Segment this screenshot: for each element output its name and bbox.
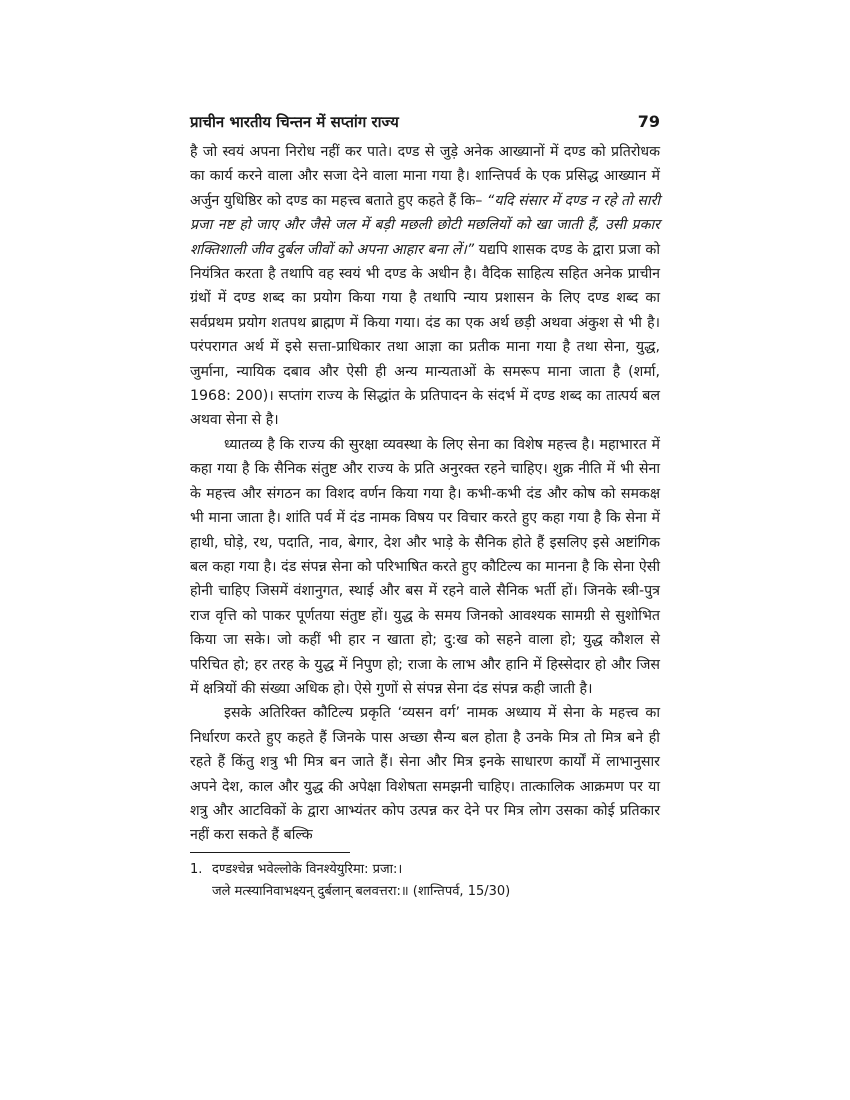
page-number: 79 [637, 112, 660, 131]
footnote-text-1: दण्डश्चेन्न भवेल्लोके विनश्येयुरिमा: प्रजा:। [212, 861, 403, 877]
page-header [190, 112, 660, 132]
paragraph-1-before: है जो स्वयं अपना निरोध नहीं कर पाते। दण्ड से जुड़े अनेक आख्यानों में दण्ड को प्रतिरोधक का कार्य करने वाला और सजा देने वाला माना गया है। शान्तिपर्व के एक प्रसिद्ध आख्यान में अर्जुन युधिष्ठिर को दण्ड का महत्त्व बताते हुए कहते हैं कि– [190, 144, 660, 209]
document-page [190, 112, 660, 903]
footnote-line-2: जले मत्स्यानिवाभक्ष्यन् दुर्बलान् बलवत्तरा:॥ (शान्तिपर्व, 15/30) [212, 883, 511, 899]
arjuna-quote: “यदि संसार में दण्ड न रहे तो सारी प्रजा नष्ट हो जाए और जैसे जल में बड़ी मछली छोटी मछलियों को खा जाती हैं, उसी प्रकार शक्तिशाली जीव दुर्बल जीवों को अपना आहार बना लें।” [190, 192, 661, 258]
footnote-line-1 [190, 859, 660, 881]
running-title: प्राचीन भारतीय चिन्तन में सप्तांग राज्य [190, 113, 399, 131]
paragraph-3: इसके अतिरिक्त कौटिल्य प्रकृति ‘व्यसन वर्ग’ नामक अध्याय में सेना के महत्त्व का निर्धारण करते हुए कहते हैं जिनके पास अच्छा सैन्य बल होता है उनके मित्र तो मित्र बने ही रहते हैं किंतु शत्रु भी मित्र बन जाते हैं। सेना और मित्र इनके साधारण कार्यों में लाभानुसार अपने देश, काल और युद्ध की अपेक्षा विशेषता समझनी चाहिए। तात्कालिक आक्रमण पर या शत्रु और आटविकों के द्वारा आभ्यंतर कोप उत्पन्न कर देने पर मित्र लोग उसका कोई प्रतिकार नहीं करा सकते हैं बल्कि [190, 705, 660, 844]
paragraph-1 [190, 140, 660, 433]
paragraph-1-after: यद्यपि शासक दण्ड के द्वारा प्रजा को नियंत्रित करता है तथापि वह स्वयं भी दण्ड के अधीन है। वैदिक साहित्य सहित अनेक प्राचीन ग्रंथों में दण्ड शब्द का प्रयोग किया गया है तथापि न्याय प्रशासन के लिए दण्ड शब्द का सर्वप्रथम प्रयोग शतपथ ब्राह्मण में किया गया। दंड का एक अर्थ छड़ी अथवा अंकुश से भी है। परंपरागत अर्थ में इसे सत्ता-प्राधिकार तथा आज्ञा का प्रतीक माना गया है तथा सेना, युद्ध, जुर्माना, न्यायिक दबाव और ऐसी ही अन्य मान्यताओं के समरूप माना जाता है (शर्मा, 1968: 200)। सप्तांग राज्य के सिद्धांत के प्रतिपादन के संदर्भ में दण्ड शब्द का तात्पर्य बल अथवा सेना से है। [190, 241, 660, 429]
paragraph-2: ध्यातव्य है कि राज्य की सुरक्षा व्यवस्था के लिए सेना का विशेष महत्त्व है। महाभारत में कहा गया है कि सैनिक संतुष्ट और राज्य के प्रति अनुरक्त रहने चाहिए। शुक्र नीति में भी सेना के महत्त्व और संगठन का विशद वर्णन किया गया है। कभी-कभी दंड और कोष को समकक्ष भी माना जाता है। शांति पर्व में दंड नामक विषय पर विचार करते हुए कहा गया है कि सेना में हाथी, घोड़े, रथ, पदाति, नाव, बेगार, देश और भाड़े के सैनिक होते हैं इसलिए इसे अष्टांगिक बल कहा गया है। दंड संपन्न सेना को परिभाषित करते हुए कौटिल्य का मानना है कि सेना ऐसी होनी चाहिए जिसमें वंशानुगत, स्थाई और बस में रहने वाले सैनिक भर्ती हों। जिनके स्त्री-पुत्र राज वृत्ति को पाकर पूर्णतया संतुष्ट हों। युद्ध के समय जिनको आवश्यक सामग्री से सुशोभित किया जा सके। जो कहीं भी हार न खाता हो; दु:ख को सहने वाला हो; युद्ध कौशल से परिचित हो; हर तरह के युद्ध में निपुण हो; राजा के लाभ और हानि में हिस्सेदार हो और जिस में क्षत्रियों की संख्या अधिक हो। ऐसे गुणों से संपन्न सेना दंड संपन्न कही जाती है। [190, 436, 660, 697]
body-text [190, 140, 660, 848]
footnote-number: 1. [190, 861, 203, 877]
footnotes [190, 859, 660, 903]
footnote-divider [190, 852, 350, 853]
